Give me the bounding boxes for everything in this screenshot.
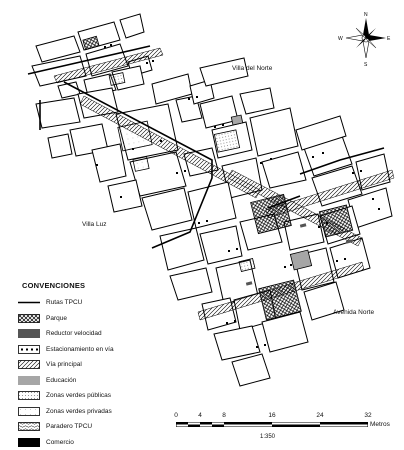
legend-label: Reductor velocidad bbox=[46, 330, 102, 337]
scale-tick: 0 bbox=[174, 412, 178, 419]
route-line-icon bbox=[18, 298, 40, 307]
bus-stop-swatch-icon bbox=[18, 422, 40, 431]
legend-item-private-green bbox=[18, 404, 178, 420]
legend-label: Paradero TPCU bbox=[46, 423, 92, 430]
scale-bar bbox=[176, 412, 386, 446]
place-villa-luz: Villa Luz bbox=[82, 221, 106, 228]
scale-unit: Metros bbox=[370, 421, 390, 428]
scale-tick: 24 bbox=[316, 412, 323, 419]
place-villa-del-norte: Villa del Norte bbox=[232, 65, 273, 72]
legend-label: Comercio bbox=[46, 439, 74, 446]
legend-item-education bbox=[18, 373, 178, 389]
education-swatch-icon bbox=[18, 376, 40, 385]
main-road-swatch-icon bbox=[18, 360, 40, 369]
commerce-swatch-icon bbox=[18, 438, 40, 447]
legend-item-routes bbox=[18, 295, 178, 311]
legend-label: Estacionamiento en vía bbox=[46, 346, 114, 353]
compass-north-label: N bbox=[364, 12, 368, 18]
scale-bar-segments bbox=[176, 422, 368, 427]
legend-item-parking bbox=[18, 342, 178, 358]
legend-item-public-green bbox=[18, 388, 178, 404]
legend-title: CONVENCIONES bbox=[22, 281, 178, 290]
compass-east-label: E bbox=[387, 36, 391, 42]
legend-item-main-road bbox=[18, 357, 178, 373]
parking-swatch-icon bbox=[18, 345, 40, 354]
legend-label: Zonas verdes privadas bbox=[46, 408, 112, 415]
legend-item-speed-reducer bbox=[18, 326, 178, 342]
park-swatch-icon bbox=[18, 314, 40, 323]
legend-item-commerce bbox=[18, 435, 178, 450]
legend-label: Parque bbox=[46, 315, 67, 322]
scale-tick: 32 bbox=[364, 412, 371, 419]
compass-rose-icon bbox=[338, 12, 391, 68]
legend-label: Rutas TPCU bbox=[46, 299, 82, 306]
scale-tick: 8 bbox=[222, 412, 226, 419]
scale-tick: 16 bbox=[268, 412, 275, 419]
scale-tick: 4 bbox=[198, 412, 202, 419]
legend bbox=[18, 281, 178, 450]
compass-west-label: W bbox=[338, 36, 343, 42]
public-green-swatch-icon bbox=[18, 391, 40, 400]
legend-item-bus-stop bbox=[18, 419, 178, 435]
scale-ratio: 1:350 bbox=[260, 434, 275, 440]
compass-south-label: S bbox=[364, 62, 368, 68]
legend-label: Vía principal bbox=[46, 361, 82, 368]
speed-reducer-swatch-icon bbox=[18, 329, 40, 338]
legend-label: Educación bbox=[46, 377, 76, 384]
legend-label: Zonas verdes públicas bbox=[46, 392, 111, 399]
place-avenida-norte: Avenida Norte bbox=[333, 309, 374, 316]
legend-item-park bbox=[18, 311, 178, 327]
private-green-swatch-icon bbox=[18, 407, 40, 416]
